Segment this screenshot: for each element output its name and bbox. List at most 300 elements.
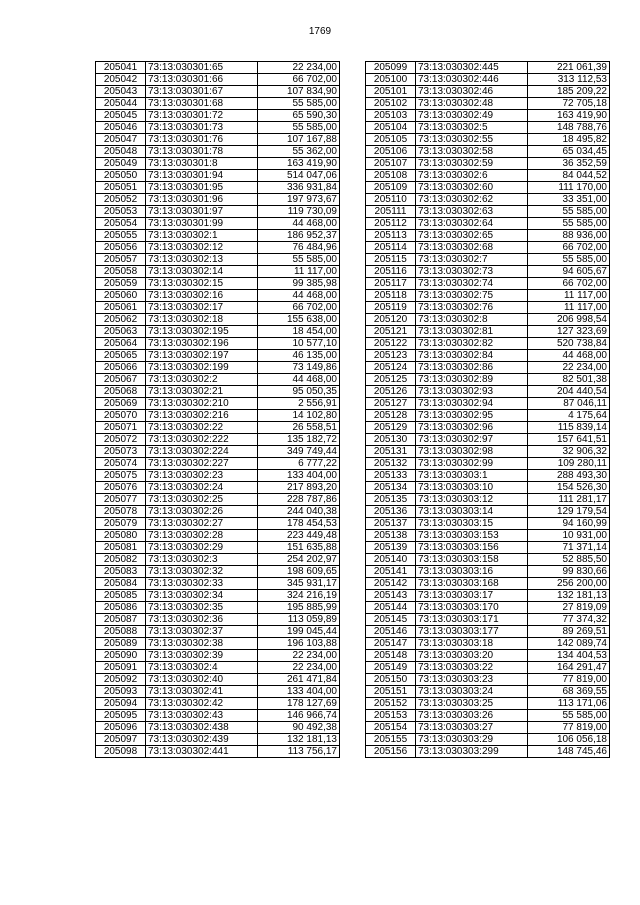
record-number-cell: 205108 bbox=[366, 170, 416, 182]
table-row bbox=[366, 338, 610, 350]
value-cell: 113 756,17 bbox=[258, 746, 340, 758]
record-number-cell: 205078 bbox=[96, 506, 146, 518]
record-number-cell: 205138 bbox=[366, 530, 416, 542]
value-cell: 55 585,00 bbox=[528, 218, 610, 230]
record-number-cell: 205043 bbox=[96, 86, 146, 98]
record-number-cell: 205047 bbox=[96, 134, 146, 146]
table-row bbox=[96, 434, 340, 446]
record-number-cell: 205115 bbox=[366, 254, 416, 266]
value-cell: 11 117,00 bbox=[528, 290, 610, 302]
value-cell: 256 200,00 bbox=[528, 578, 610, 590]
record-number-cell: 205041 bbox=[96, 62, 146, 74]
record-number-cell: 205086 bbox=[96, 602, 146, 614]
record-number-cell: 205059 bbox=[96, 278, 146, 290]
value-cell: 113 171,06 bbox=[528, 698, 610, 710]
value-cell: 197 973,67 bbox=[258, 194, 340, 206]
table-row bbox=[366, 518, 610, 530]
record-number-cell: 205079 bbox=[96, 518, 146, 530]
record-number-cell: 205084 bbox=[96, 578, 146, 590]
value-cell: 186 952,37 bbox=[258, 230, 340, 242]
value-cell: 77 374,32 bbox=[528, 614, 610, 626]
cadastral-number-cell: 73:13:030302:224 bbox=[146, 446, 258, 458]
cadastral-number-cell: 73:13:030302:12 bbox=[146, 242, 258, 254]
value-cell: 324 216,19 bbox=[258, 590, 340, 602]
record-number-cell: 205143 bbox=[366, 590, 416, 602]
cadastral-number-cell: 73:13:030303:171 bbox=[416, 614, 528, 626]
record-number-cell: 205139 bbox=[366, 542, 416, 554]
cadastral-number-cell: 73:13:030303:1 bbox=[416, 470, 528, 482]
value-cell: 244 040,38 bbox=[258, 506, 340, 518]
cadastral-number-cell: 73:13:030302:25 bbox=[146, 494, 258, 506]
table-row bbox=[96, 590, 340, 602]
table-row bbox=[366, 638, 610, 650]
record-number-cell: 205095 bbox=[96, 710, 146, 722]
value-cell: 55 585,00 bbox=[258, 254, 340, 266]
table-row bbox=[96, 578, 340, 590]
table-row bbox=[366, 710, 610, 722]
cadastral-number-cell: 73:13:030303:20 bbox=[416, 650, 528, 662]
record-number-cell: 205141 bbox=[366, 566, 416, 578]
record-number-cell: 205083 bbox=[96, 566, 146, 578]
table-row bbox=[366, 734, 610, 746]
value-cell: 221 061,39 bbox=[528, 62, 610, 74]
record-number-cell: 205117 bbox=[366, 278, 416, 290]
cadastral-number-cell: 73:13:030302:58 bbox=[416, 146, 528, 158]
value-cell: 345 931,17 bbox=[258, 578, 340, 590]
table-row bbox=[366, 230, 610, 242]
record-number-cell: 205074 bbox=[96, 458, 146, 470]
value-cell: 36 352,59 bbox=[528, 158, 610, 170]
table-row bbox=[366, 470, 610, 482]
record-number-cell: 205068 bbox=[96, 386, 146, 398]
register-table-right bbox=[365, 61, 610, 758]
value-cell: 4 175,64 bbox=[528, 410, 610, 422]
cadastral-number-cell: 73:13:030302:23 bbox=[146, 470, 258, 482]
table-row bbox=[366, 554, 610, 566]
record-number-cell: 205125 bbox=[366, 374, 416, 386]
cadastral-number-cell: 73:13:030302:16 bbox=[146, 290, 258, 302]
value-cell: 90 492,38 bbox=[258, 722, 340, 734]
record-number-cell: 205080 bbox=[96, 530, 146, 542]
record-number-cell: 205088 bbox=[96, 626, 146, 638]
record-number-cell: 205070 bbox=[96, 410, 146, 422]
table-row bbox=[96, 266, 340, 278]
table-row bbox=[366, 194, 610, 206]
record-number-cell: 205076 bbox=[96, 482, 146, 494]
value-cell: 33 351,00 bbox=[528, 194, 610, 206]
cadastral-number-cell: 73:13:030302:441 bbox=[146, 746, 258, 758]
table-row bbox=[96, 134, 340, 146]
cadastral-number-cell: 73:13:030303:18 bbox=[416, 638, 528, 650]
record-number-cell: 205132 bbox=[366, 458, 416, 470]
cadastral-number-cell: 73:13:030303:22 bbox=[416, 662, 528, 674]
value-cell: 106 056,18 bbox=[528, 734, 610, 746]
table-row bbox=[96, 614, 340, 626]
record-number-cell: 205052 bbox=[96, 194, 146, 206]
table-row bbox=[96, 422, 340, 434]
value-cell: 349 749,44 bbox=[258, 446, 340, 458]
record-number-cell: 205149 bbox=[366, 662, 416, 674]
cadastral-number-cell: 73:13:030302:28 bbox=[146, 530, 258, 542]
record-number-cell: 205048 bbox=[96, 146, 146, 158]
record-number-cell: 205116 bbox=[366, 266, 416, 278]
value-cell: 113 059,89 bbox=[258, 614, 340, 626]
table-row bbox=[366, 134, 610, 146]
record-number-cell: 205101 bbox=[366, 86, 416, 98]
value-cell: 18 495,82 bbox=[528, 134, 610, 146]
value-cell: 22 234,00 bbox=[528, 362, 610, 374]
table-row bbox=[96, 110, 340, 122]
cadastral-number-cell: 73:13:030302:98 bbox=[416, 446, 528, 458]
value-cell: 55 585,00 bbox=[528, 254, 610, 266]
value-cell: 26 558,51 bbox=[258, 422, 340, 434]
table-row bbox=[366, 110, 610, 122]
cadastral-number-cell: 73:13:030302:96 bbox=[416, 422, 528, 434]
cadastral-number-cell: 73:13:030303:12 bbox=[416, 494, 528, 506]
record-number-cell: 205145 bbox=[366, 614, 416, 626]
cadastral-number-cell: 73:13:030302:4 bbox=[146, 662, 258, 674]
value-cell: 520 738,84 bbox=[528, 338, 610, 350]
record-number-cell: 205127 bbox=[366, 398, 416, 410]
table-row bbox=[366, 374, 610, 386]
value-cell: 72 705,18 bbox=[528, 98, 610, 110]
record-number-cell: 205131 bbox=[366, 446, 416, 458]
value-cell: 206 998,54 bbox=[528, 314, 610, 326]
cadastral-number-cell: 73:13:030302:62 bbox=[416, 194, 528, 206]
cadastral-number-cell: 73:13:030302:64 bbox=[416, 218, 528, 230]
table-row bbox=[96, 290, 340, 302]
table-row bbox=[96, 350, 340, 362]
cadastral-number-cell: 73:13:030302:65 bbox=[416, 230, 528, 242]
cadastral-number-cell: 73:13:030302:39 bbox=[146, 650, 258, 662]
value-cell: 148 745,46 bbox=[528, 746, 610, 758]
value-cell: 82 501,38 bbox=[528, 374, 610, 386]
record-number-cell: 205119 bbox=[366, 302, 416, 314]
value-cell: 115 839,14 bbox=[528, 422, 610, 434]
table-row bbox=[96, 722, 340, 734]
value-cell: 11 117,00 bbox=[258, 266, 340, 278]
cadastral-number-cell: 73:13:030302:445 bbox=[416, 62, 528, 74]
cadastral-number-cell: 73:13:030302:74 bbox=[416, 278, 528, 290]
record-number-cell: 205155 bbox=[366, 734, 416, 746]
table-row bbox=[96, 98, 340, 110]
record-number-cell: 205077 bbox=[96, 494, 146, 506]
value-cell: 155 638,00 bbox=[258, 314, 340, 326]
cadastral-number-cell: 73:13:030302:35 bbox=[146, 602, 258, 614]
table-row bbox=[366, 650, 610, 662]
cadastral-number-cell: 73:13:030303:15 bbox=[416, 518, 528, 530]
cadastral-number-cell: 73:13:030302:55 bbox=[416, 134, 528, 146]
value-cell: 204 440,54 bbox=[528, 386, 610, 398]
table-row bbox=[366, 242, 610, 254]
record-number-cell: 205081 bbox=[96, 542, 146, 554]
cadastral-number-cell: 73:13:030303:27 bbox=[416, 722, 528, 734]
table-row bbox=[366, 410, 610, 422]
table-row bbox=[96, 494, 340, 506]
record-number-cell: 205075 bbox=[96, 470, 146, 482]
record-number-cell: 205122 bbox=[366, 338, 416, 350]
cadastral-number-cell: 73:13:030302:5 bbox=[416, 122, 528, 134]
record-number-cell: 205054 bbox=[96, 218, 146, 230]
value-cell: 157 641,51 bbox=[528, 434, 610, 446]
table-row bbox=[366, 158, 610, 170]
table-row bbox=[366, 266, 610, 278]
cadastral-number-cell: 73:13:030302:40 bbox=[146, 674, 258, 686]
value-cell: 76 484,96 bbox=[258, 242, 340, 254]
table-row bbox=[366, 566, 610, 578]
table-row bbox=[366, 530, 610, 542]
cadastral-number-cell: 73:13:030303:299 bbox=[416, 746, 528, 758]
record-number-cell: 205071 bbox=[96, 422, 146, 434]
table-row bbox=[96, 182, 340, 194]
value-cell: 336 931,84 bbox=[258, 182, 340, 194]
cadastral-number-cell: 73:13:030303:170 bbox=[416, 602, 528, 614]
value-cell: 66 702,00 bbox=[258, 74, 340, 86]
cadastral-number-cell: 73:13:030301:8 bbox=[146, 158, 258, 170]
cadastral-number-cell: 73:13:030302:42 bbox=[146, 698, 258, 710]
cadastral-number-cell: 73:13:030301:97 bbox=[146, 206, 258, 218]
table-row bbox=[96, 458, 340, 470]
value-cell: 2 556,91 bbox=[258, 398, 340, 410]
record-number-cell: 205156 bbox=[366, 746, 416, 758]
value-cell: 55 585,00 bbox=[528, 206, 610, 218]
cadastral-number-cell: 73:13:030302:89 bbox=[416, 374, 528, 386]
table-row bbox=[366, 326, 610, 338]
value-cell: 44 468,00 bbox=[258, 374, 340, 386]
table-row bbox=[96, 686, 340, 698]
table-row bbox=[366, 170, 610, 182]
value-cell: 94 605,67 bbox=[528, 266, 610, 278]
cadastral-number-cell: 73:13:030303:10 bbox=[416, 482, 528, 494]
value-cell: 65 590,30 bbox=[258, 110, 340, 122]
record-number-cell: 205066 bbox=[96, 362, 146, 374]
cadastral-number-cell: 73:13:030302:2 bbox=[146, 374, 258, 386]
cadastral-number-cell: 73:13:030302:22 bbox=[146, 422, 258, 434]
table-row bbox=[366, 434, 610, 446]
record-number-cell: 205150 bbox=[366, 674, 416, 686]
table-row bbox=[366, 506, 610, 518]
table-row bbox=[96, 206, 340, 218]
table-row bbox=[366, 182, 610, 194]
cadastral-number-cell: 73:13:030302:46 bbox=[416, 86, 528, 98]
record-number-cell: 205096 bbox=[96, 722, 146, 734]
record-number-cell: 205055 bbox=[96, 230, 146, 242]
record-number-cell: 205082 bbox=[96, 554, 146, 566]
value-cell: 14 102,80 bbox=[258, 410, 340, 422]
table-row bbox=[96, 242, 340, 254]
table-row bbox=[366, 254, 610, 266]
table-row bbox=[96, 302, 340, 314]
value-cell: 185 209,22 bbox=[528, 86, 610, 98]
record-number-cell: 205053 bbox=[96, 206, 146, 218]
cadastral-number-cell: 73:13:030301:95 bbox=[146, 182, 258, 194]
cadastral-number-cell: 73:13:030301:67 bbox=[146, 86, 258, 98]
cadastral-number-cell: 73:13:030302:196 bbox=[146, 338, 258, 350]
record-number-cell: 205073 bbox=[96, 446, 146, 458]
table-row bbox=[96, 278, 340, 290]
record-number-cell: 205128 bbox=[366, 410, 416, 422]
table-row bbox=[366, 674, 610, 686]
cadastral-number-cell: 73:13:030302:195 bbox=[146, 326, 258, 338]
cadastral-number-cell: 73:13:030302:8 bbox=[416, 314, 528, 326]
record-number-cell: 205154 bbox=[366, 722, 416, 734]
cadastral-number-cell: 73:13:030303:24 bbox=[416, 686, 528, 698]
record-number-cell: 205140 bbox=[366, 554, 416, 566]
record-number-cell: 205126 bbox=[366, 386, 416, 398]
value-cell: 73 149,86 bbox=[258, 362, 340, 374]
cadastral-number-cell: 73:13:030301:99 bbox=[146, 218, 258, 230]
record-number-cell: 205148 bbox=[366, 650, 416, 662]
record-number-cell: 205124 bbox=[366, 362, 416, 374]
value-cell: 107 834,90 bbox=[258, 86, 340, 98]
table-row bbox=[96, 638, 340, 650]
table-row bbox=[96, 626, 340, 638]
value-cell: 44 468,00 bbox=[258, 218, 340, 230]
cadastral-number-cell: 73:13:030302:48 bbox=[416, 98, 528, 110]
value-cell: 89 269,51 bbox=[528, 626, 610, 638]
value-cell: 148 788,76 bbox=[528, 122, 610, 134]
record-number-cell: 205061 bbox=[96, 302, 146, 314]
cadastral-number-cell: 73:13:030301:76 bbox=[146, 134, 258, 146]
record-number-cell: 205085 bbox=[96, 590, 146, 602]
value-cell: 178 454,53 bbox=[258, 518, 340, 530]
cadastral-number-cell: 73:13:030303:177 bbox=[416, 626, 528, 638]
table-row bbox=[96, 470, 340, 482]
value-cell: 163 419,90 bbox=[528, 110, 610, 122]
record-number-cell: 205152 bbox=[366, 698, 416, 710]
record-number-cell: 205044 bbox=[96, 98, 146, 110]
record-number-cell: 205144 bbox=[366, 602, 416, 614]
record-number-cell: 205133 bbox=[366, 470, 416, 482]
record-number-cell: 205098 bbox=[96, 746, 146, 758]
cadastral-number-cell: 73:13:030302:94 bbox=[416, 398, 528, 410]
cadastral-number-cell: 73:13:030302:13 bbox=[146, 254, 258, 266]
value-cell: 228 787,86 bbox=[258, 494, 340, 506]
cadastral-number-cell: 73:13:030303:14 bbox=[416, 506, 528, 518]
table-row bbox=[366, 422, 610, 434]
page-number: 1769 bbox=[308, 26, 332, 37]
record-number-cell: 205129 bbox=[366, 422, 416, 434]
record-number-cell: 205134 bbox=[366, 482, 416, 494]
table-row bbox=[366, 302, 610, 314]
table-row bbox=[96, 674, 340, 686]
cadastral-number-cell: 73:13:030302:73 bbox=[416, 266, 528, 278]
cadastral-number-cell: 73:13:030303:168 bbox=[416, 578, 528, 590]
table-row bbox=[366, 350, 610, 362]
table-row bbox=[96, 62, 340, 74]
value-cell: 514 047,06 bbox=[258, 170, 340, 182]
table-row bbox=[366, 698, 610, 710]
value-cell: 22 234,00 bbox=[258, 650, 340, 662]
table-row bbox=[366, 62, 610, 74]
record-number-cell: 205103 bbox=[366, 110, 416, 122]
table-row bbox=[96, 698, 340, 710]
record-number-cell: 205062 bbox=[96, 314, 146, 326]
value-cell: 154 526,30 bbox=[528, 482, 610, 494]
value-cell: 146 966,74 bbox=[258, 710, 340, 722]
cadastral-number-cell: 73:13:030302:15 bbox=[146, 278, 258, 290]
cadastral-number-cell: 73:13:030302:41 bbox=[146, 686, 258, 698]
cadastral-number-cell: 73:13:030302:21 bbox=[146, 386, 258, 398]
cadastral-number-cell: 73:13:030302:24 bbox=[146, 482, 258, 494]
value-cell: 133 404,00 bbox=[258, 470, 340, 482]
table-row bbox=[96, 86, 340, 98]
record-number-cell: 205064 bbox=[96, 338, 146, 350]
table-row bbox=[96, 650, 340, 662]
record-number-cell: 205089 bbox=[96, 638, 146, 650]
cadastral-number-cell: 73:13:030302:60 bbox=[416, 182, 528, 194]
record-number-cell: 205051 bbox=[96, 182, 146, 194]
record-number-cell: 205069 bbox=[96, 398, 146, 410]
table-row bbox=[366, 602, 610, 614]
record-number-cell: 205153 bbox=[366, 710, 416, 722]
record-number-cell: 205093 bbox=[96, 686, 146, 698]
record-number-cell: 205100 bbox=[366, 74, 416, 86]
cadastral-number-cell: 73:13:030303:156 bbox=[416, 542, 528, 554]
cadastral-number-cell: 73:13:030302:33 bbox=[146, 578, 258, 590]
table-row bbox=[96, 218, 340, 230]
value-cell: 164 291,47 bbox=[528, 662, 610, 674]
cadastral-number-cell: 73:13:030303:16 bbox=[416, 566, 528, 578]
record-number-cell: 205130 bbox=[366, 434, 416, 446]
record-number-cell: 205106 bbox=[366, 146, 416, 158]
value-cell: 52 885,50 bbox=[528, 554, 610, 566]
cadastral-number-cell: 73:13:030303:25 bbox=[416, 698, 528, 710]
cadastral-number-cell: 73:13:030303:17 bbox=[416, 590, 528, 602]
record-number-cell: 205042 bbox=[96, 74, 146, 86]
record-number-cell: 205087 bbox=[96, 614, 146, 626]
cadastral-number-cell: 73:13:030302:7 bbox=[416, 254, 528, 266]
cadastral-number-cell: 73:13:030301:73 bbox=[146, 122, 258, 134]
table-row bbox=[366, 662, 610, 674]
value-cell: 71 371,14 bbox=[528, 542, 610, 554]
record-number-cell: 205136 bbox=[366, 506, 416, 518]
table-row bbox=[96, 410, 340, 422]
table-row bbox=[366, 74, 610, 86]
table-row bbox=[96, 254, 340, 266]
record-number-cell: 205137 bbox=[366, 518, 416, 530]
table-row bbox=[96, 74, 340, 86]
table-row bbox=[96, 506, 340, 518]
value-cell: 66 702,00 bbox=[528, 278, 610, 290]
table-row bbox=[96, 554, 340, 566]
table-row bbox=[366, 98, 610, 110]
value-cell: 94 160,99 bbox=[528, 518, 610, 530]
cadastral-number-cell: 73:13:030302:446 bbox=[416, 74, 528, 86]
record-number-cell: 205121 bbox=[366, 326, 416, 338]
value-cell: 254 202,97 bbox=[258, 554, 340, 566]
table-row bbox=[366, 278, 610, 290]
cadastral-number-cell: 73:13:030302:32 bbox=[146, 566, 258, 578]
cadastral-number-cell: 73:13:030302:76 bbox=[416, 302, 528, 314]
value-cell: 133 404,00 bbox=[258, 686, 340, 698]
cadastral-number-cell: 73:13:030302:93 bbox=[416, 386, 528, 398]
value-cell: 134 404,53 bbox=[528, 650, 610, 662]
cadastral-number-cell: 73:13:030301:78 bbox=[146, 146, 258, 158]
value-cell: 77 819,00 bbox=[528, 722, 610, 734]
value-cell: 95 050,35 bbox=[258, 386, 340, 398]
record-number-cell: 205060 bbox=[96, 290, 146, 302]
table-row bbox=[96, 482, 340, 494]
table-row bbox=[366, 482, 610, 494]
table-row bbox=[96, 362, 340, 374]
table-row bbox=[366, 86, 610, 98]
value-cell: 107 167,88 bbox=[258, 134, 340, 146]
table-row bbox=[96, 662, 340, 674]
value-cell: 65 034,45 bbox=[528, 146, 610, 158]
record-number-cell: 205050 bbox=[96, 170, 146, 182]
cadastral-number-cell: 73:13:030302:27 bbox=[146, 518, 258, 530]
